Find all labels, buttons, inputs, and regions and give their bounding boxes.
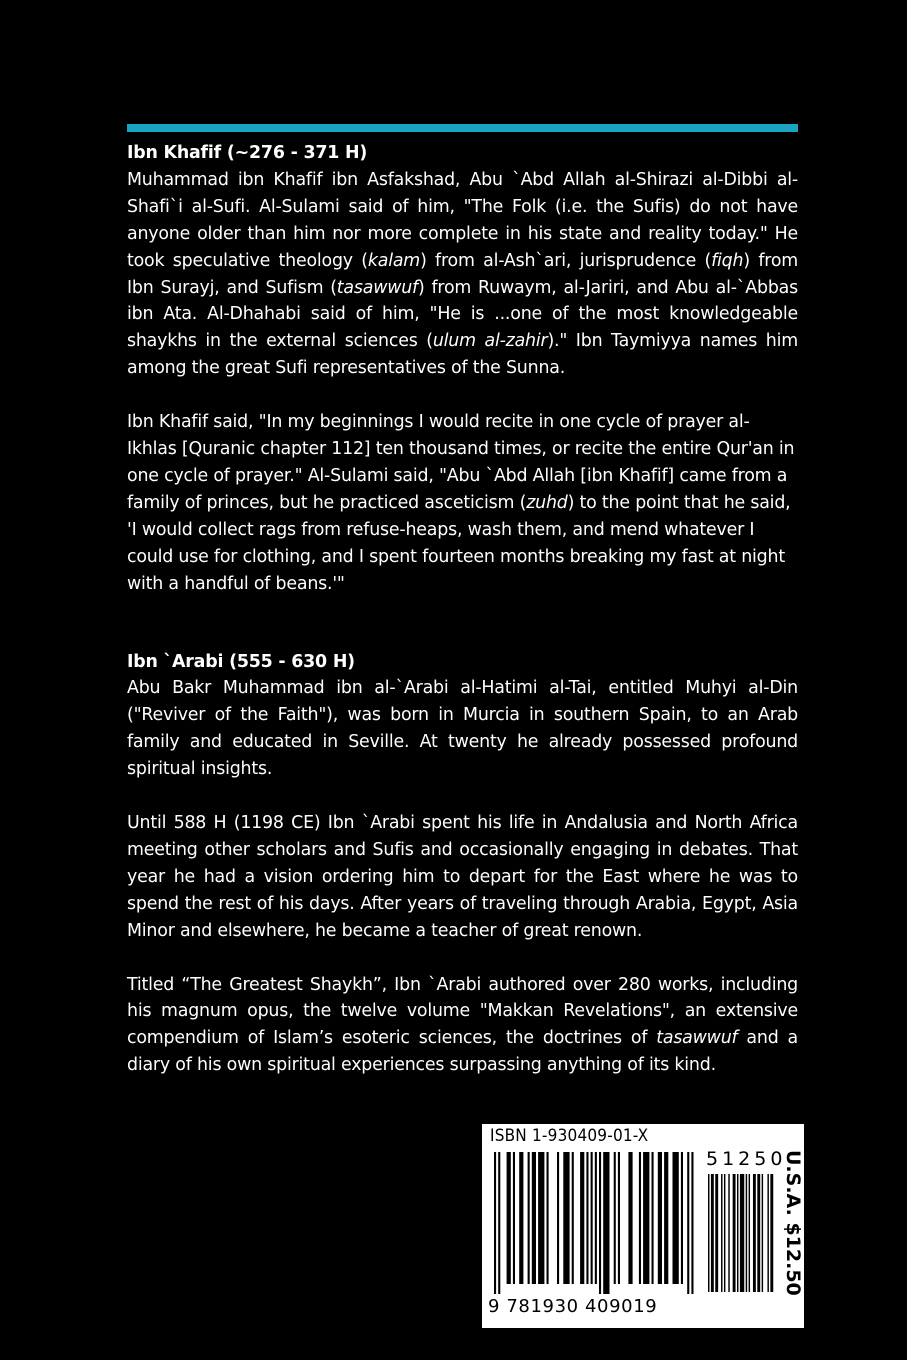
barcode-bar	[711, 1174, 714, 1292]
barcode-bar	[740, 1174, 744, 1292]
barcode-bar	[519, 1152, 523, 1284]
barcode-bar	[599, 1152, 601, 1294]
barcode-bar	[770, 1174, 773, 1292]
barcode-bar	[767, 1174, 768, 1292]
barcode-bar	[652, 1152, 654, 1284]
section-heading-ibn-khafif: Ibn Khafif (~276 - 371 H)	[127, 143, 368, 163]
barcode-bar	[532, 1152, 536, 1284]
section-heading-ibn-arabi: Ibn `Arabi (555 - 630 H)	[127, 651, 355, 672]
accent-rule	[127, 124, 798, 132]
paragraph: Muhammad ibn Khafif ibn Asfakshad, Abu `Abd Allah al-Shirazi al-Dibbi al-Shafi`i al-Sufi. Al-Sulami said of him, "The Folk (i.e. the Sufis) do not have anyone older than him nor more complete in his state and reality today." He took speculative theology (kalam) from al-Ash`ari, jurisprudence (fiqh) from Ibn Surayj, and Sufism (tasawwuf) from Ruwaym, al-Jariri, and Abu al-`Abbas ibn Ata. Al-Dhahabi said of him, "He is ...one of the most knowledgeable shaykhs in the external sciences (ulum al-zahir)." Ibn Taymiyya names him among the great Sufi representatives of the Sunna.	[127, 169, 799, 379]
barcode-bar	[628, 1152, 632, 1284]
barcode-bar	[614, 1152, 616, 1284]
barcode-bar	[513, 1152, 515, 1284]
barcode-bar	[762, 1174, 763, 1292]
barcode-bar	[728, 1174, 729, 1292]
ean-digits: 9 781930 409019	[488, 1296, 658, 1317]
barcode-bar	[639, 1152, 641, 1284]
barcode-bar	[664, 1152, 668, 1284]
paragraph: Titled “The Greatest Shaykh”, Ibn `Arabi authored over 280 works, including his magnum opus, the twelve volume "Makkan Revelations", an extensive compendium of Islam’s esoteric sciences, the doctrines of tasawwuf and a diary of his own spiritual experiences surpassing anything of its kind.	[127, 974, 798, 1076]
barcode-bar	[507, 1152, 511, 1284]
barcode-bar	[658, 1152, 662, 1284]
addon-digits: 51250	[706, 1148, 787, 1170]
ean-barcode-bars	[494, 1152, 700, 1298]
barcode-bar	[618, 1152, 620, 1284]
barcode-bar	[528, 1152, 530, 1284]
barcode-bar	[715, 1174, 718, 1292]
barcode-bar	[580, 1152, 584, 1284]
barcode-bar	[687, 1152, 689, 1294]
barcode-bar	[538, 1152, 544, 1284]
barcode-bar	[733, 1174, 736, 1292]
barcode-bar	[494, 1152, 496, 1294]
barcode-bar	[757, 1174, 760, 1292]
isbn-barcode	[482, 1124, 804, 1328]
paragraph: Ibn Khafif said, "In my beginnings I would recite in one cycle of prayer al-Ikhlas [Quranic chapter 112] ten thousand times, or recite the entire Qur'an in one cycle of prayer." Al-Sulami said, "Abu `Abd Allah [ibn Khafif] came from a family of princes, but he practiced asceticism (zuhd) to the point that he said, 'I would collect rags from refuse-heaps, wash them, and mend whatever I could use for clothing, and I spent fourteen months breaking my fast at night with a handful of beans.'"	[127, 412, 795, 594]
barcode-bar	[572, 1152, 574, 1284]
barcode-bar	[746, 1174, 747, 1292]
barcode-bar	[749, 1174, 750, 1292]
barcode-bar	[691, 1152, 693, 1294]
barcode-bar	[673, 1152, 679, 1284]
barcode-bar	[547, 1152, 549, 1284]
price-label: U.S.A. $12.50	[782, 1150, 804, 1296]
barcode-bar	[643, 1152, 649, 1284]
addon-barcode-bars	[708, 1174, 774, 1318]
barcode-bar	[721, 1174, 722, 1292]
paragraph: Abu Bakr Muhammad ibn al-`Arabi al-Hatimi al-Tai, entitled Muhyi al-Din ("Reviver of the Faith"), was born in Murcia in southern Spain, to an Arab family and educated in Seville. At twenty he already possessed profound spiritual insights.	[127, 678, 798, 780]
barcode-bar	[708, 1174, 709, 1292]
barcode-bar	[603, 1152, 609, 1294]
barcode-bar	[595, 1152, 597, 1284]
barcode-bar	[498, 1152, 500, 1294]
isbn-label: ISBN 1-930409-01-X	[490, 1126, 649, 1146]
paragraph: Until 588 H (1198 CE) Ibn `Arabi spent his life in Andalusia and North Africa meeting other scholars and Sufis and occasionally engaging in debates. That year he had a vision ordering him to depart for the East where he was to spend the rest of his days. After years of traveling through Arabia, Egypt, Asia Minor and elsewhere, he became a teacher of great renown.	[127, 813, 798, 941]
barcode-bar	[753, 1174, 756, 1292]
barcode-bar	[563, 1152, 569, 1284]
back-cover-text	[127, 140, 798, 1079]
barcode-bar	[724, 1174, 725, 1292]
barcode-bar	[681, 1152, 683, 1284]
barcode-bar	[557, 1152, 559, 1284]
barcode-bar	[586, 1152, 588, 1284]
barcode-bar	[591, 1152, 593, 1284]
barcode-bar	[737, 1174, 738, 1292]
